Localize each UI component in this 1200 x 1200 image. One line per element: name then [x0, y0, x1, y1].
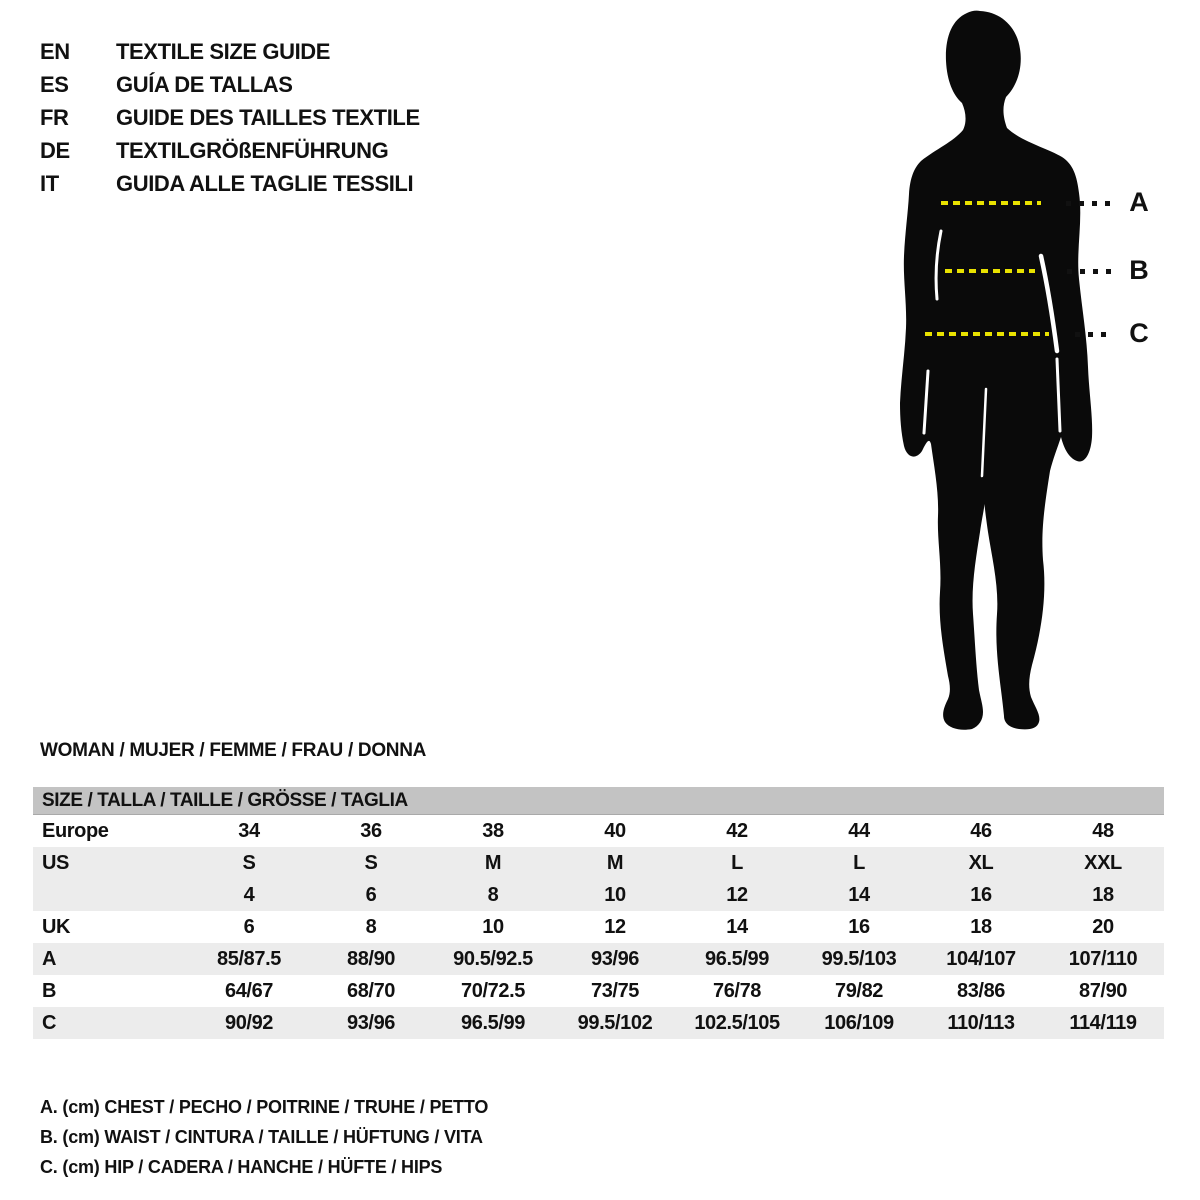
size-table: [33, 787, 1164, 1039]
hip-measure-line: [925, 332, 1049, 336]
size-cell: 12: [604, 915, 626, 938]
size-cell: 102.5/105: [694, 1011, 780, 1034]
size-cell: 114/119: [1069, 1011, 1137, 1034]
size-cell: 12: [726, 883, 748, 906]
legend-line: A. (cm) CHEST / PECHO / POITRINE / TRUHE / PETTO: [40, 1096, 489, 1117]
size-cell: 87/90: [1078, 979, 1128, 1002]
size-cell: L: [731, 851, 743, 874]
measure-label-c: C: [1129, 318, 1149, 348]
row-label: US: [42, 851, 69, 874]
size-cell: 10: [604, 883, 626, 906]
legend-line: C. (cm) HIP / CADERA / HANCHE / HÜFTE / HIPS: [40, 1156, 443, 1177]
size-cell: S: [242, 851, 256, 874]
size-cell: 83/86: [956, 979, 1006, 1002]
size-cell: 14: [726, 915, 748, 938]
size-cell: 42: [726, 819, 748, 842]
language-title: GUÍA DE TALLAS: [116, 71, 293, 97]
size-cell: 8: [365, 915, 377, 938]
language-code: ES: [40, 71, 69, 97]
size-cell: XL: [968, 851, 994, 874]
size-cell: 96.5/99: [705, 947, 769, 970]
size-cell: M: [606, 851, 624, 874]
size-cell: 14: [848, 883, 870, 906]
size-cell: 76/78: [712, 979, 762, 1002]
legend-line: B. (cm) WAIST / CINTURA / TAILLE / HÜFTUNG / VITA: [40, 1126, 483, 1147]
waist-leader-dots: [1067, 269, 1113, 274]
waist-measure-line: [945, 269, 1035, 273]
size-cell: 68/70: [346, 979, 396, 1002]
row-label: UK: [42, 915, 71, 938]
size-cell: 16: [848, 915, 870, 938]
size-cell: S: [364, 851, 378, 874]
size-cell: 44: [848, 819, 870, 842]
table-row: [33, 847, 1164, 879]
measurement-legend: [40, 1092, 488, 1182]
size-cell: 4: [243, 883, 255, 906]
measure-label-b: B: [1129, 255, 1149, 285]
size-cell: 34: [238, 819, 260, 842]
table-row: [33, 815, 1164, 847]
language-title: TEXTILGRÖßENFÜHRUNG: [116, 137, 389, 163]
size-cell: 48: [1092, 819, 1114, 842]
size-cell: 104/107: [946, 947, 1016, 970]
language-code: DE: [40, 137, 70, 163]
chest-measure-line: [941, 201, 1041, 205]
language-code: IT: [40, 170, 59, 196]
section-title-woman: WOMAN / MUJER / FEMME / FRAU / DONNA: [40, 740, 427, 761]
size-cell: 46: [970, 819, 992, 842]
table-row: [33, 911, 1164, 943]
size-cell: 90/92: [224, 1011, 274, 1034]
size-cell: 6: [243, 915, 255, 938]
size-cell: 90.5/92.5: [453, 947, 533, 970]
size-cell: 99.5/103: [821, 947, 897, 970]
size-cell: 38: [482, 819, 504, 842]
size-cell: XXL: [1084, 851, 1122, 874]
table-row: [33, 879, 1164, 911]
size-table-body: [33, 815, 1164, 1039]
size-cell: 110/113: [947, 1011, 1015, 1034]
size-cell: 20: [1092, 915, 1114, 938]
language-code: FR: [40, 104, 69, 130]
size-cell: 40: [604, 819, 626, 842]
size-cell: 93/96: [590, 947, 640, 970]
language-title: GUIDA ALLE TAGLIE TESSILI: [116, 170, 414, 196]
size-cell: 73/75: [590, 979, 640, 1002]
language-code: EN: [40, 38, 70, 64]
size-cell: 106/109: [824, 1011, 894, 1034]
size-cell: 93/96: [346, 1011, 396, 1034]
size-cell: 99.5/102: [577, 1011, 653, 1034]
chest-leader-dots: [1066, 201, 1113, 206]
size-cell: 10: [482, 915, 504, 938]
size-cell: L: [853, 851, 865, 874]
table-row: [33, 943, 1164, 975]
row-label: C: [42, 1011, 57, 1034]
size-cell: 96.5/99: [461, 1011, 525, 1034]
row-label: A: [42, 947, 57, 970]
language-title: GUIDE DES TAILLES TEXTILE: [116, 104, 420, 130]
size-cell: 6: [365, 883, 377, 906]
row-label: B: [42, 979, 57, 1002]
size-cell: 85/87.5: [217, 947, 281, 970]
size-cell: M: [484, 851, 502, 874]
size-cell: 18: [1092, 883, 1114, 906]
size-cell: 18: [970, 915, 992, 938]
size-cell: 8: [487, 883, 499, 906]
size-cell: 64/67: [224, 979, 274, 1002]
measure-label-a: A: [1129, 187, 1149, 217]
size-cell: 16: [970, 883, 992, 906]
size-table-header: SIZE / TALLA / TAILLE / GRÖSSE / TAGLIA: [33, 787, 1164, 815]
size-cell: 88/90: [346, 947, 396, 970]
language-title: TEXTILE SIZE GUIDE: [116, 38, 331, 64]
table-row: [33, 975, 1164, 1007]
size-cell: 79/82: [834, 979, 884, 1002]
table-row: [33, 1007, 1164, 1039]
row-label: Europe: [42, 819, 109, 842]
size-cell: 36: [360, 819, 382, 842]
size-cell: 70/72.5: [461, 979, 525, 1002]
size-cell: 107/110: [1068, 947, 1138, 970]
hip-leader-dots: [1075, 332, 1113, 337]
